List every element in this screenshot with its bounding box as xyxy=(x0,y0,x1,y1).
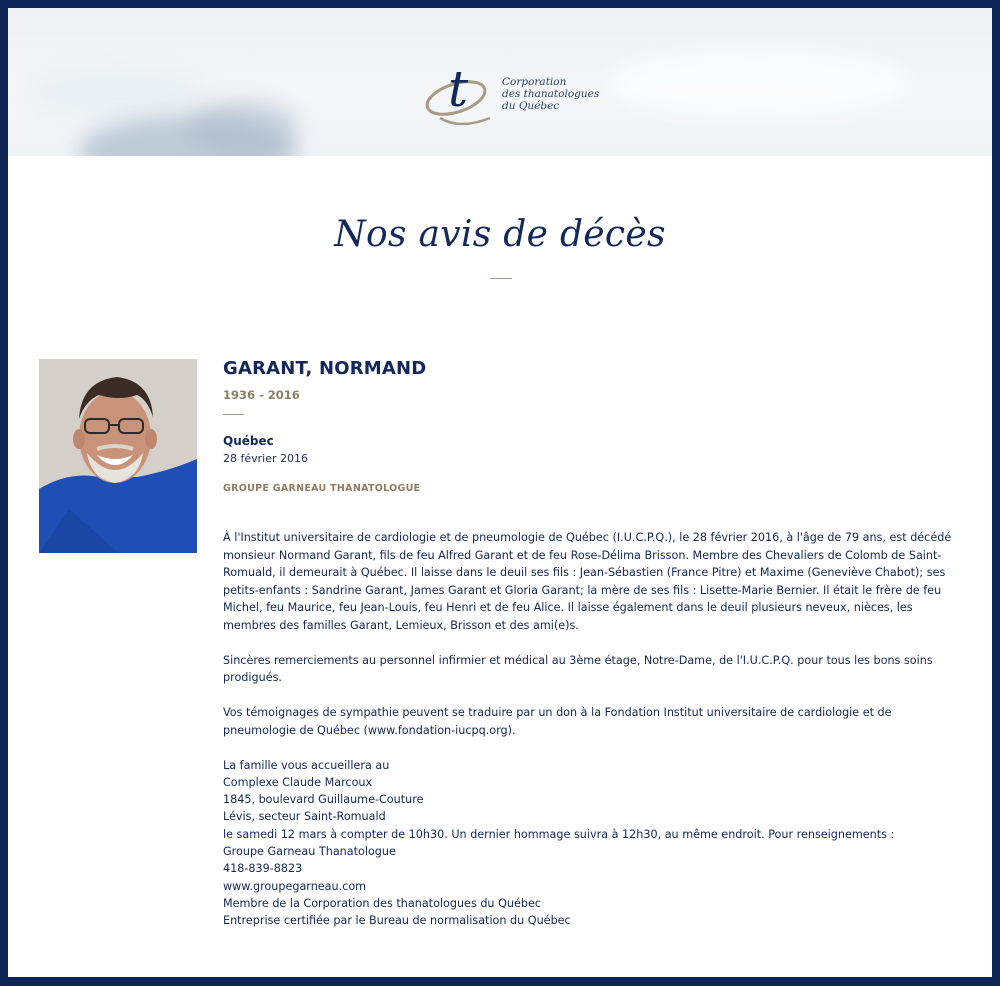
details-line: Complexe Claude Marcoux xyxy=(223,775,373,789)
page-title: Nos avis de décès xyxy=(334,214,666,255)
cloud-decoration xyxy=(188,100,298,155)
details-line: Membre de la Corporation des thanatologues du Québec xyxy=(223,896,541,910)
obituary-paragraph: À l'Institut universitaire de cardiologie et de pneumologie de Québec (I.U.C.P.Q.), le 28 février 2016, à l'âge de 79 ans, est décédé monsieur Normand Garant, fils de feu Alfred Garant et de feu Rose-Délima Brisson. Membre des Chevaliers de Colomb de Saint-Romuald, il demeurait à Québec. Il laisse dans le deuil ses fils : Jean-Sébastien (France Pitre) et Maxime (Geneviève Chabot); ses petits-enfants : Sandrine Garant, James Garant et Gloria Garant; la mère de ses fils : Lisette-Marie Bernier. Il était le frère de feu Michel, feu Maurice, feu Jean-Louis, feu Henri et de feu Alice. Il laisse également dans le deuil plusieurs neveux, nièces, les membres des familles Garant, Lemieux, Brisson et des ami(e)s. xyxy=(223,531,952,632)
org-name-line: des thanatologues xyxy=(502,88,600,100)
cloud-decoration xyxy=(608,48,908,118)
life-years: 1936 - 2016 xyxy=(223,388,300,402)
name-divider xyxy=(223,414,244,415)
org-name-line: Corporation xyxy=(502,76,567,88)
death-city: Québec xyxy=(223,434,274,448)
details-line: www.groupegarneau.com xyxy=(223,879,367,893)
org-name[interactable] xyxy=(502,76,599,112)
cloud-decoration xyxy=(28,68,208,118)
details-line: 418-839-8823 xyxy=(223,862,303,876)
obituary-text xyxy=(223,529,968,929)
obituary-content xyxy=(223,358,968,929)
org-name-line: du Québec xyxy=(502,100,560,112)
details-line: Groupe Garneau Thanatologue xyxy=(223,844,396,858)
details-line: La famille vous accueillera au xyxy=(223,758,390,772)
deceased-photo xyxy=(39,359,197,553)
funeral-details xyxy=(223,757,968,930)
deceased-name[interactable]: GARANT, NORMAND xyxy=(223,358,427,379)
details-line: Lévis, secteur Saint-Romuald xyxy=(223,810,386,824)
header-banner xyxy=(8,8,992,156)
details-line: Entreprise certifiée par le Bureau de normalisation du Québec xyxy=(223,914,571,928)
details-line: le samedi 12 mars à compter de 10h30. Un dernier hommage suivra à 12h30, au même endroit. Pour renseignements : xyxy=(223,827,895,841)
details-line: 1845, boulevard Guillaume-Couture xyxy=(223,793,424,807)
funeral-company[interactable]: GROUPE GARNEAU THANATOLOGUE xyxy=(223,483,421,494)
obituary-paragraph: Vos témoignages de sympathie peuvent se traduire par un don à la Fondation Institut universitaire de cardiologie et de pneumologie de Québec (www.fondation-iucpq.org). xyxy=(223,706,892,737)
logo-letter: t xyxy=(448,60,469,118)
obituary-paragraph: Sincères remerciements au personnel infirmier et médical au 3ème étage, Notre-Dame, de l'I.U.C.P.Q. pour tous les bons soins prodigués. xyxy=(223,653,933,684)
corporation-logo-icon[interactable] xyxy=(420,58,500,130)
death-date: 28 février 2016 xyxy=(223,452,309,465)
title-divider xyxy=(490,278,512,279)
